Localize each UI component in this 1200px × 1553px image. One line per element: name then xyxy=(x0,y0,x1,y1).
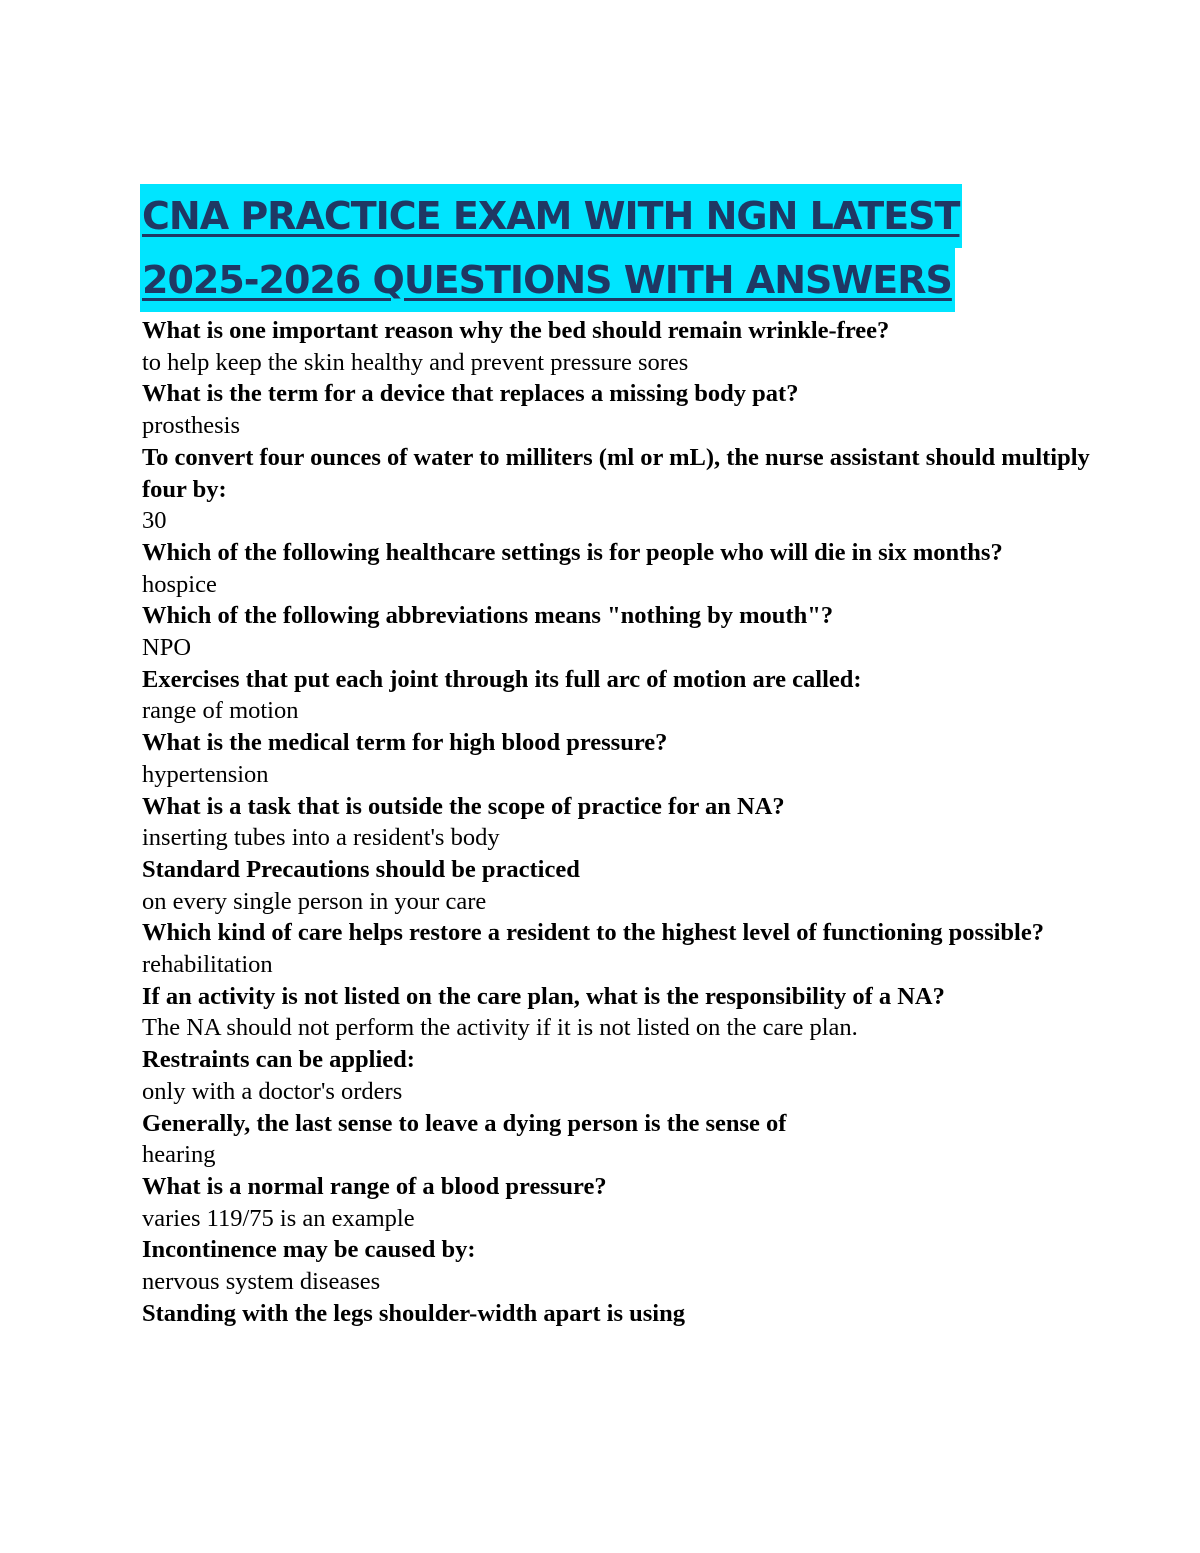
question-3: To convert four ounces of water to milliters (ml or mL), the nurse assistant should multiply four by: xyxy=(142,443,1090,503)
question-16: Standing with the legs shoulder-width apart is using xyxy=(142,1299,685,1327)
question-7: What is the medical term for high blood pressure? xyxy=(142,729,668,757)
title-line-2: 2025-2026 QUESTIONS WITH ANSWERS xyxy=(140,248,955,312)
answer-15: nervous system diseases xyxy=(142,1268,381,1296)
answer-10: rehabilitation xyxy=(142,951,273,979)
question-6: Exercises that put each joint through its full arc of motion are called: xyxy=(142,665,862,693)
question-9: Standard Precautions should be practiced xyxy=(142,855,580,883)
answer-2: prosthesis xyxy=(142,412,240,440)
question-12: Restraints can be applied: xyxy=(142,1046,415,1074)
question-answer-list xyxy=(142,315,1102,1330)
question-5: Which of the following abbreviations means "nothing by mouth"? xyxy=(142,602,834,630)
question-4: Which of the following healthcare settings is for people who will die in six months? xyxy=(142,538,1003,566)
answer-3: 30 xyxy=(142,507,167,535)
answer-14: varies 119/75 is an example xyxy=(142,1204,415,1232)
question-13: Generally, the last sense to leave a dying person is the sense of xyxy=(142,1109,787,1137)
answer-7: hypertension xyxy=(142,760,269,788)
answer-13: hearing xyxy=(142,1141,216,1169)
question-2: What is the term for a device that replaces a missing body pat? xyxy=(142,380,799,408)
answer-11: The NA should not perform the activity if it is not listed on the care plan. xyxy=(142,1014,858,1042)
answer-1: to help keep the skin healthy and prevent pressure sores xyxy=(142,348,689,376)
question-15: Incontinence may be caused by: xyxy=(142,1236,476,1264)
answer-9: on every single person in your care xyxy=(142,887,487,915)
answer-5: NPO xyxy=(142,634,192,662)
title-line-1: CNA PRACTICE EXAM WITH NGN LATEST xyxy=(140,184,962,248)
question-11: If an activity is not listed on the care plan, what is the responsibility of a NA? xyxy=(142,982,945,1010)
answer-12: only with a doctor's orders xyxy=(142,1077,403,1105)
question-1: What is one important reason why the bed should remain wrinkle-free? xyxy=(142,317,890,344)
question-14: What is a normal range of a blood pressure? xyxy=(142,1172,607,1200)
answer-4: hospice xyxy=(142,570,217,598)
answer-6: range of motion xyxy=(142,697,299,725)
answer-8: inserting tubes into a resident's body xyxy=(142,824,500,852)
question-8: What is a task that is outside the scope of practice for an NA? xyxy=(142,792,785,820)
document-title xyxy=(140,184,1140,312)
question-10: Which kind of care helps restore a resident to the highest level of functioning possible? xyxy=(142,919,1044,947)
